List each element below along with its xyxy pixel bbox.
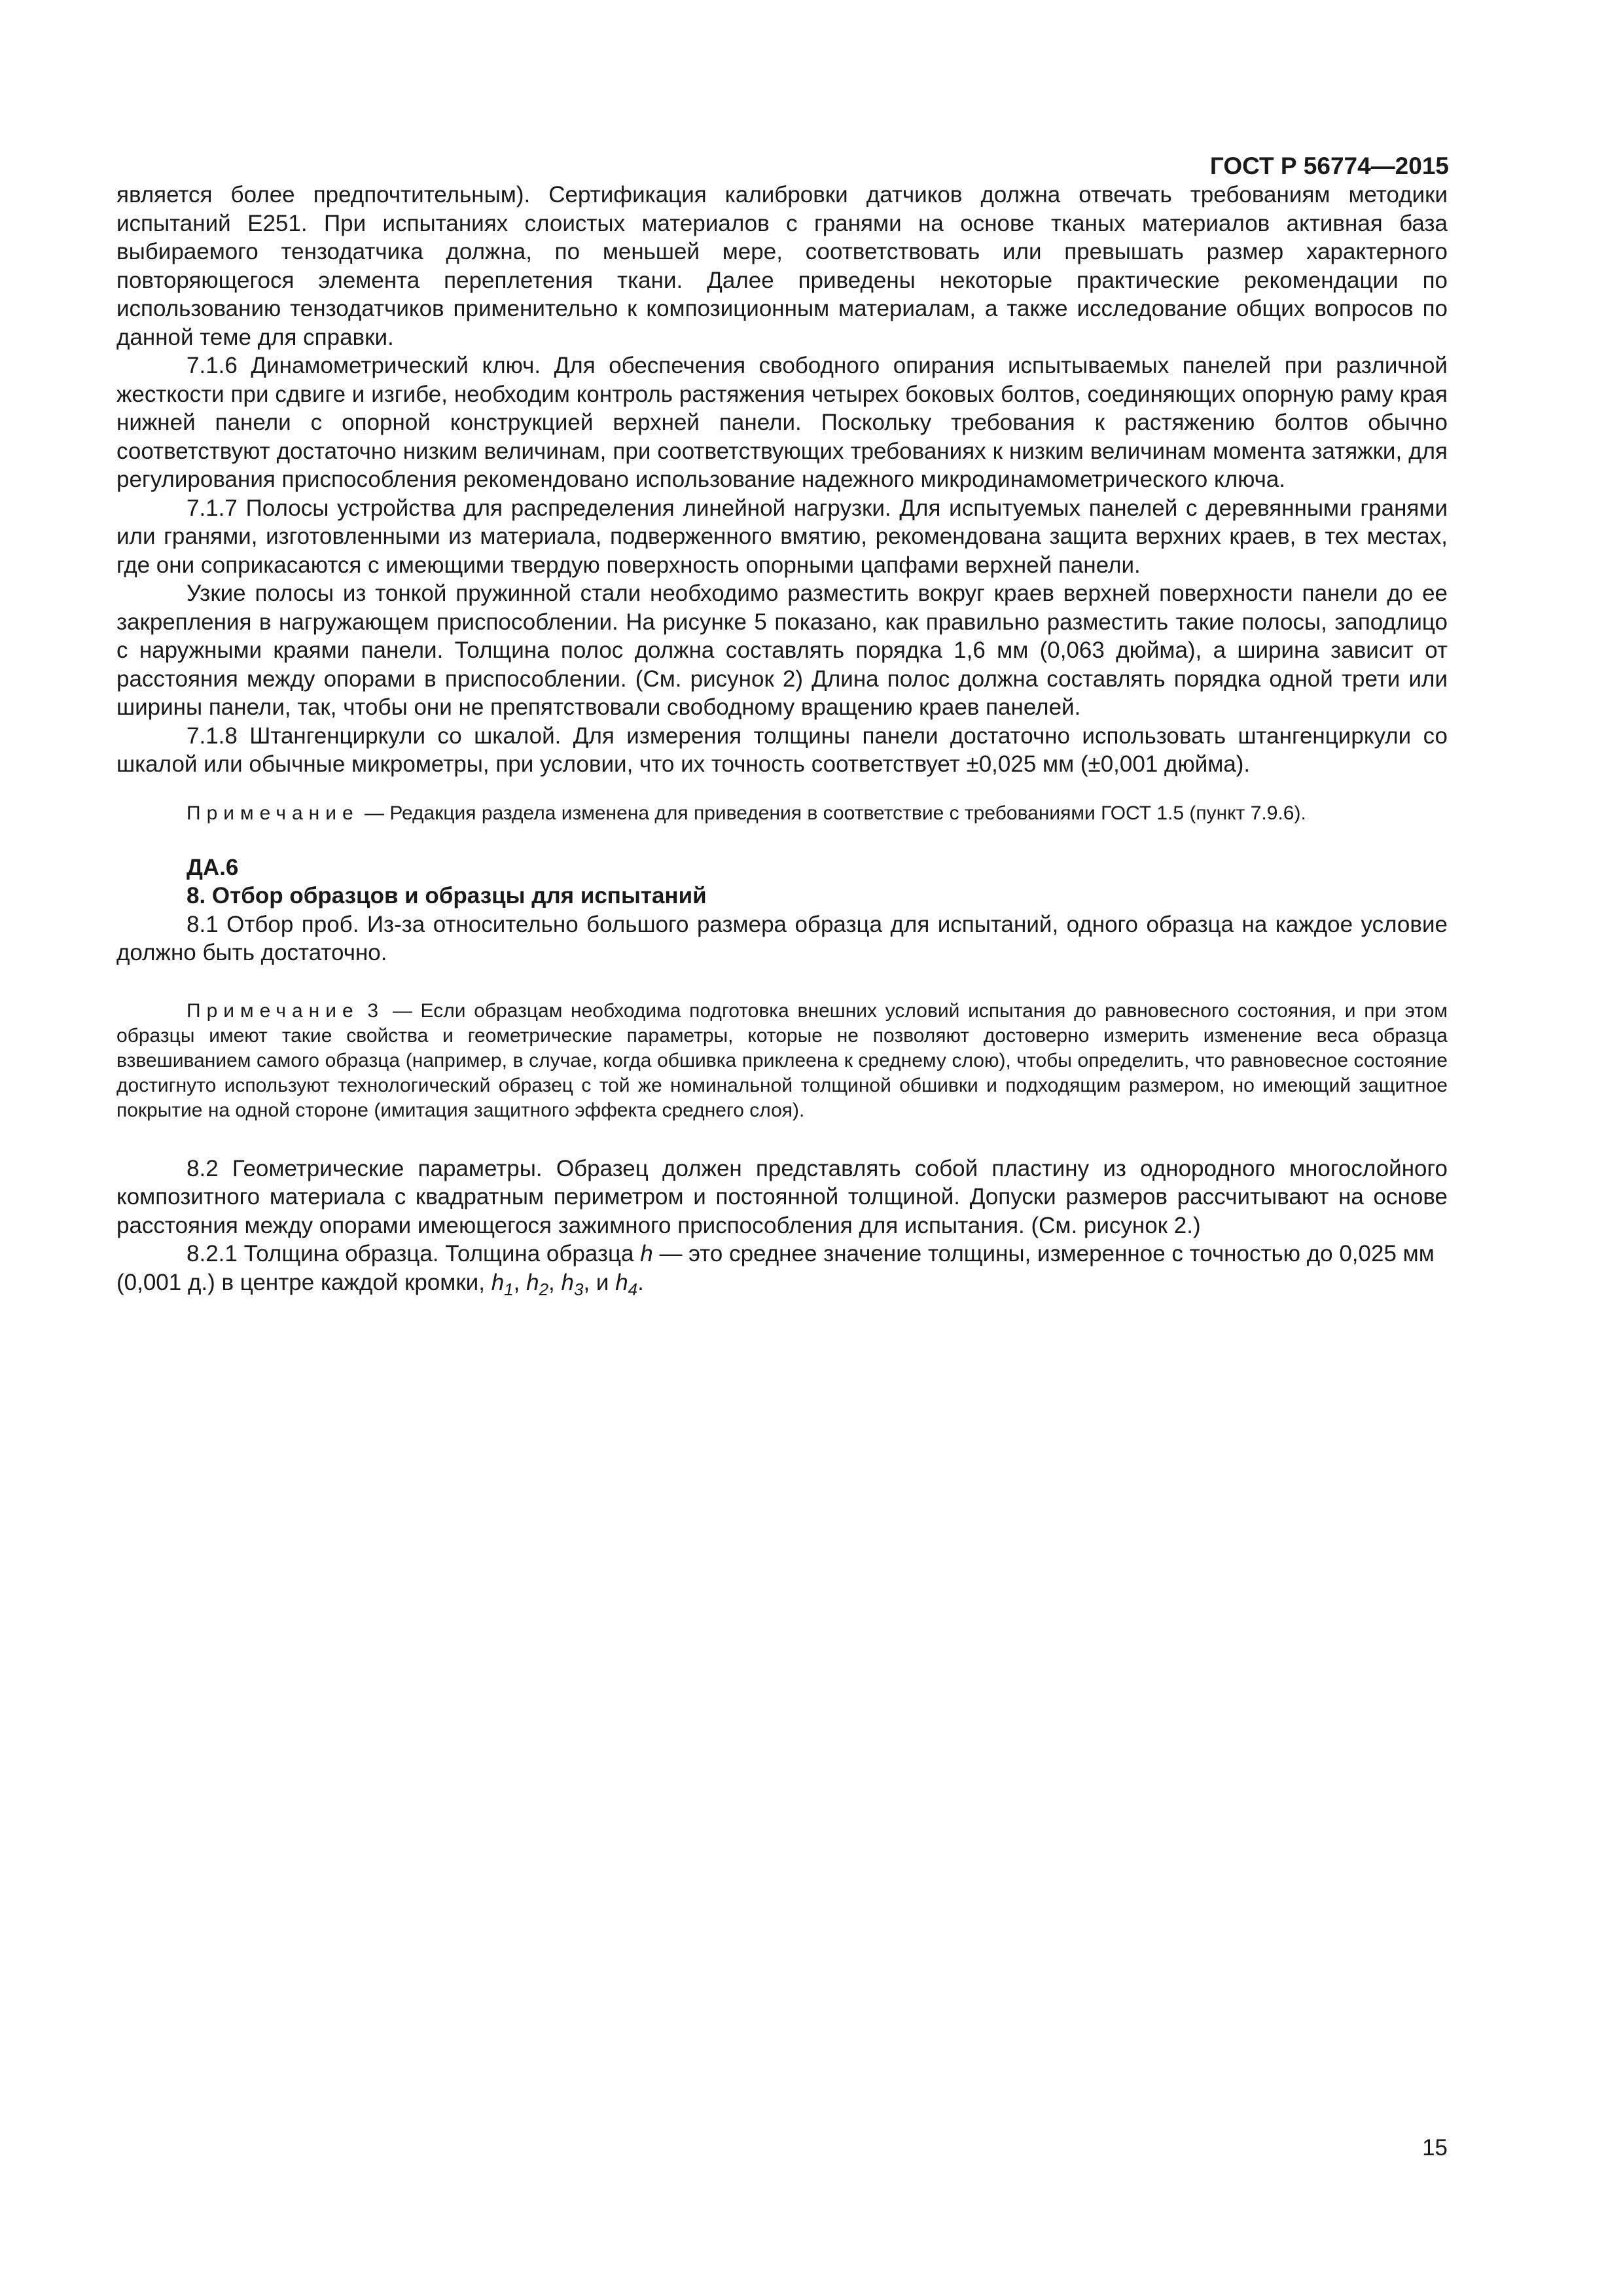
paragraph-continuation: является более предпочтительным). Сертификация калибровки датчиков должна отвечать требованиям методики испытаний E251. При испытаниях слоистых материалов с гранями на основе тканых материалов активная база выбираемого тензодатчика должна, по меньшей мере, соответствовать или превышать размер характерного повторяющегося элемента переплетения ткани. Далее приведены некоторые практические рекомендации по использованию тензодатчиков применительно к композиционным материалам, а также исследование общих вопросов по данной теме для справки. xyxy=(116,182,1448,350)
separator: , xyxy=(513,1269,520,1295)
variable-h3: $h_3$ xyxy=(561,1269,584,1299)
note-3-number: 3 xyxy=(367,999,385,1022)
paragraph-8-2: 8.2 Геометрические параметры. Образец должен представлять собой пластину из однородного многослойного композитного материала с квадратным периметром и постоянной толщиной. Допуски размеров рассчитывают на основе расстояния между опорами имеющегося зажимного приспособления для испытания. (См. рисунок 2.) xyxy=(116,1155,1448,1238)
variable-h: h xyxy=(640,1241,653,1266)
separator: , xyxy=(548,1269,555,1295)
note-text: — Редакция раздела изменена для приведения в соответствие с требованиями ГОСТ 1.5 (пункт 7.9.6). xyxy=(365,802,1306,824)
period: . xyxy=(637,1269,644,1295)
document-code-header: ГОСТ Р 56774—2015 xyxy=(1209,152,1449,179)
note-3-label: Примечание xyxy=(187,999,359,1022)
variable-h1: $h_1$ xyxy=(491,1269,514,1299)
paragraph-7-1-7-strips: Узкие полосы из тонкой пружинной стали необходимо разместить вокруг краев верхней поверхности панели до ее закрепления в нагружающем приспособлении. На рисунке 5 показано, как правильно разместить такие полосы, заподлицо с наружными краями панели. Толщина полос должна составлять порядка 1,6 мм (0,063 дюйма), а ширина зависит от расстояния между опорами в приспособлении. (См. рисунок 2) Длина полос должна составлять порядка одной трети или ширины панели, так, чтобы они не препятствовали свободному вращению краев панелей. xyxy=(116,581,1448,720)
note-editorial xyxy=(116,801,1448,826)
section-code: ДА.6 xyxy=(187,854,239,880)
note-3-text: — Если образцам необходима подготовка внешних условий испытания до равновесного состояния, и при этом образцы имеют такие свойства и геометрические параметры, которые не позволяют достоверно измерить изменение веса образца взвешиванием самого образца (например, в случае, когда обшивка приклеена к среднему слою), чтобы определить, что равновесное состояние достигнуто используют технологический образец с той же номинальной толщиной обшивки и подходящим размером, но имеющий защитное покрытие на одной стороне (имитация защитного эффекта среднего слоя). xyxy=(116,999,1448,1121)
note-label: Примечание xyxy=(187,802,359,824)
note-3 xyxy=(116,999,1448,1123)
paragraph-7-1-8: 7.1.8 Штангенциркули со шкалой. Для измерения толщины панели достаточно использовать штангенциркули со шкалой или обычные микрометры, при условии, что их точность соответствует ±0,025 мм (±0,001 дюйма). xyxy=(116,723,1448,777)
paragraph-8-2-1 xyxy=(116,1240,1448,1297)
variable-h2: $h_2$ xyxy=(526,1269,549,1299)
paragraph-8-1: 8.1 Отбор проб. Из-за относительно большого размера образца для испытаний, одного образца на каждое условие должно быть достаточно. xyxy=(116,911,1448,965)
p821-mid: — это среднее значение толщины, измеренное с точностью до 0,025 мм (0,001 д.) в центре каждой кромки, xyxy=(116,1241,1435,1295)
variable-h4: $h_4$ xyxy=(615,1269,638,1299)
page-number: 15 xyxy=(1422,2135,1448,2161)
separator: , и xyxy=(583,1269,609,1295)
p821-lead: 8.2.1 Толщина образца. Толщина образца xyxy=(187,1241,634,1266)
document-page xyxy=(116,152,1448,1297)
paragraph-7-1-7: 7.1.7 Полосы устройства для распределения линейной нагрузки. Для испытуемых панелей с деревянными гранями или гранями, изготовленными из материала, подверженного вмятию, рекомендована защита верхних краев, в тех местах, где они соприкасаются с имеющими твердую поверхность опорными цапфами верхней панели. xyxy=(116,495,1448,578)
section-title: 8. Отбор образцов и образцы для испытаний xyxy=(187,883,707,908)
paragraph-7-1-6: 7.1.6 Динамометрический ключ. Для обеспечения свободного опирания испытываемых панелей при различной жесткости при сдвиге и изгибе, необходим контроль растяжения четырех боковых болтов, соединяющих опорную раму края нижней панели с опорной конструкцией верхней панели. Поскольку требования к растяжению болтов обычно соответствуют достаточно низким величинам, при соответствующих требованиях к низким величинам момента затяжки, для регулирования приспособления рекомендовано использование надежного микродинамометрического ключа. xyxy=(116,353,1448,492)
